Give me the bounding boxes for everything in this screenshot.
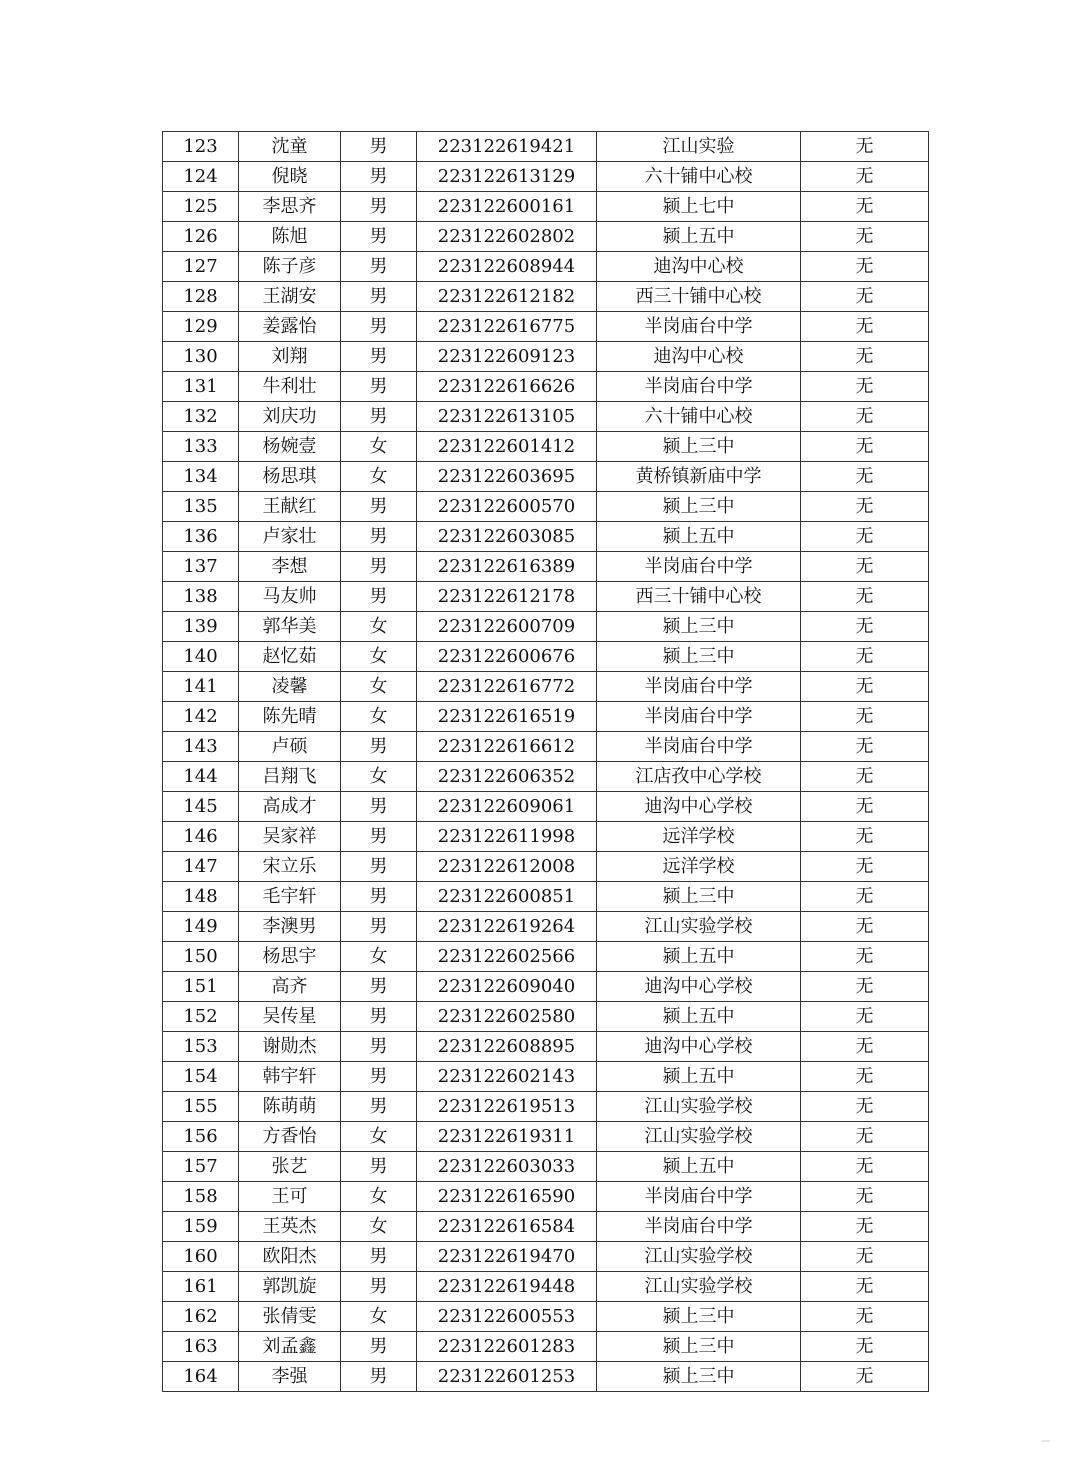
school-name: 颍上五中 — [597, 942, 801, 972]
student-name: 谢勋杰 — [239, 1032, 341, 1062]
school-name: 远洋学校 — [597, 852, 801, 882]
row-number: 150 — [163, 942, 239, 972]
row-number: 141 — [163, 672, 239, 702]
row-number: 151 — [163, 972, 239, 1002]
student-name: 刘庆功 — [239, 402, 341, 432]
school-name: 西三十铺中心校 — [597, 282, 801, 312]
exam-number: 223122619470 — [417, 1242, 597, 1272]
row-number: 135 — [163, 492, 239, 522]
school-name: 迪沟中心学校 — [597, 972, 801, 1002]
row-number: 136 — [163, 522, 239, 552]
row-number: 124 — [163, 162, 239, 192]
school-name: 颍上三中 — [597, 432, 801, 462]
student-name: 卢家壮 — [239, 522, 341, 552]
row-number: 123 — [163, 132, 239, 162]
student-name: 王英杰 — [239, 1212, 341, 1242]
school-name: 江山实验学校 — [597, 1122, 801, 1152]
student-gender: 女 — [341, 432, 417, 462]
school-name: 半岗庙台中学 — [597, 1212, 801, 1242]
table-row — [163, 582, 929, 612]
exam-number: 223122600161 — [417, 192, 597, 222]
student-gender: 女 — [341, 462, 417, 492]
row-number: 132 — [163, 402, 239, 432]
table-row — [163, 672, 929, 702]
table-row — [163, 1332, 929, 1362]
table-row — [163, 882, 929, 912]
remark: 无 — [801, 342, 929, 372]
exam-number: 223122600709 — [417, 612, 597, 642]
student-name: 欧阳杰 — [239, 1242, 341, 1272]
table-row — [163, 972, 929, 1002]
exam-number: 223122616519 — [417, 702, 597, 732]
school-name: 黄桥镇新庙中学 — [597, 462, 801, 492]
table-row — [163, 522, 929, 552]
remark: 无 — [801, 1122, 929, 1152]
student-name: 沈童 — [239, 132, 341, 162]
table-row — [163, 1092, 929, 1122]
student-gender: 男 — [341, 972, 417, 1002]
exam-number: 223122616772 — [417, 672, 597, 702]
student-gender: 女 — [341, 672, 417, 702]
row-number: 160 — [163, 1242, 239, 1272]
remark: 无 — [801, 1302, 929, 1332]
remark: 无 — [801, 852, 929, 882]
student-name: 赵忆茹 — [239, 642, 341, 672]
student-gender: 女 — [341, 702, 417, 732]
exam-number: 223122602802 — [417, 222, 597, 252]
school-name: 颍上五中 — [597, 522, 801, 552]
student-gender: 男 — [341, 1152, 417, 1182]
remark: 无 — [801, 1152, 929, 1182]
student-name: 卢硕 — [239, 732, 341, 762]
student-gender: 男 — [341, 582, 417, 612]
student-gender: 男 — [341, 252, 417, 282]
student-gender: 男 — [341, 312, 417, 342]
student-name: 李强 — [239, 1362, 341, 1392]
row-number: 131 — [163, 372, 239, 402]
table-row — [163, 282, 929, 312]
remark: 无 — [801, 132, 929, 162]
student-name: 刘翔 — [239, 342, 341, 372]
student-name: 牛利壮 — [239, 372, 341, 402]
student-gender: 女 — [341, 1212, 417, 1242]
remark: 无 — [801, 1212, 929, 1242]
school-name: 迪沟中心学校 — [597, 1032, 801, 1062]
school-name: 颍上三中 — [597, 1362, 801, 1392]
remark: 无 — [801, 1092, 929, 1122]
student-gender: 男 — [341, 1362, 417, 1392]
school-name: 江山实验学校 — [597, 912, 801, 942]
exam-number: 223122603695 — [417, 462, 597, 492]
table-row — [163, 1002, 929, 1032]
student-name: 杨婉壹 — [239, 432, 341, 462]
exam-number: 223122600553 — [417, 1302, 597, 1332]
remark: 无 — [801, 402, 929, 432]
row-number: 154 — [163, 1062, 239, 1092]
table-row — [163, 372, 929, 402]
remark: 无 — [801, 972, 929, 1002]
remark: 无 — [801, 582, 929, 612]
remark: 无 — [801, 282, 929, 312]
student-gender: 男 — [341, 852, 417, 882]
student-name: 高成才 — [239, 792, 341, 822]
table-row — [163, 642, 929, 672]
exam-number: 223122613105 — [417, 402, 597, 432]
row-number: 161 — [163, 1272, 239, 1302]
exam-number: 223122612008 — [417, 852, 597, 882]
row-number: 129 — [163, 312, 239, 342]
exam-number: 223122603033 — [417, 1152, 597, 1182]
school-name: 半岗庙台中学 — [597, 312, 801, 342]
exam-number: 223122606352 — [417, 762, 597, 792]
row-number: 126 — [163, 222, 239, 252]
exam-number: 223122608895 — [417, 1032, 597, 1062]
roster-body — [163, 132, 929, 1392]
student-gender: 男 — [341, 1032, 417, 1062]
table-row — [163, 492, 929, 522]
student-name: 杨思宇 — [239, 942, 341, 972]
student-gender: 男 — [341, 492, 417, 522]
student-gender: 男 — [341, 162, 417, 192]
exam-number: 223122619264 — [417, 912, 597, 942]
row-number: 149 — [163, 912, 239, 942]
table-row — [163, 792, 929, 822]
table-row — [163, 1362, 929, 1392]
student-name: 陈子彦 — [239, 252, 341, 282]
exam-number: 223122612182 — [417, 282, 597, 312]
school-name: 六十铺中心校 — [597, 162, 801, 192]
exam-number: 223122600851 — [417, 882, 597, 912]
exam-number: 223122600570 — [417, 492, 597, 522]
remark: 无 — [801, 702, 929, 732]
table-row — [163, 1272, 929, 1302]
school-name: 半岗庙台中学 — [597, 732, 801, 762]
school-name: 颍上三中 — [597, 612, 801, 642]
school-name: 颍上五中 — [597, 1152, 801, 1182]
remark: 无 — [801, 882, 929, 912]
school-name: 半岗庙台中学 — [597, 702, 801, 732]
school-name: 颍上三中 — [597, 882, 801, 912]
student-name: 陈先晴 — [239, 702, 341, 732]
remark: 无 — [801, 1062, 929, 1092]
row-number: 162 — [163, 1302, 239, 1332]
student-name: 王可 — [239, 1182, 341, 1212]
remark: 无 — [801, 222, 929, 252]
school-name: 半岗庙台中学 — [597, 372, 801, 402]
row-number: 137 — [163, 552, 239, 582]
row-number: 142 — [163, 702, 239, 732]
student-gender: 女 — [341, 1302, 417, 1332]
exam-number: 223122616584 — [417, 1212, 597, 1242]
exam-number: 223122619448 — [417, 1272, 597, 1302]
school-name: 半岗庙台中学 — [597, 672, 801, 702]
student-name: 吕翔飞 — [239, 762, 341, 792]
table-row — [163, 402, 929, 432]
exam-number: 223122616389 — [417, 552, 597, 582]
table-row — [163, 192, 929, 222]
exam-number: 223122613129 — [417, 162, 597, 192]
remark: 无 — [801, 642, 929, 672]
student-gender: 女 — [341, 642, 417, 672]
student-gender: 女 — [341, 1182, 417, 1212]
table-row — [163, 1152, 929, 1182]
school-name: 颍上五中 — [597, 1062, 801, 1092]
school-name: 江山实验学校 — [597, 1092, 801, 1122]
remark: 无 — [801, 1332, 929, 1362]
student-name: 吴家祥 — [239, 822, 341, 852]
school-name: 颍上三中 — [597, 492, 801, 522]
exam-number: 223122616626 — [417, 372, 597, 402]
student-roster-table — [162, 131, 929, 1392]
remark: 无 — [801, 792, 929, 822]
exam-number: 223122619311 — [417, 1122, 597, 1152]
remark: 无 — [801, 1032, 929, 1062]
table-row — [163, 1302, 929, 1332]
row-number: 134 — [163, 462, 239, 492]
student-name: 郭华美 — [239, 612, 341, 642]
student-gender: 女 — [341, 612, 417, 642]
exam-number: 223122601253 — [417, 1362, 597, 1392]
student-name: 杨思琪 — [239, 462, 341, 492]
student-name: 李想 — [239, 552, 341, 582]
remark: 无 — [801, 492, 929, 522]
student-gender: 男 — [341, 792, 417, 822]
table-row — [163, 762, 929, 792]
table-row — [163, 912, 929, 942]
exam-number: 223122611998 — [417, 822, 597, 852]
student-name: 李思齐 — [239, 192, 341, 222]
remark: 无 — [801, 822, 929, 852]
school-name: 颍上三中 — [597, 1302, 801, 1332]
corner-mark — [1042, 1440, 1050, 1442]
student-name: 吴传星 — [239, 1002, 341, 1032]
row-number: 148 — [163, 882, 239, 912]
row-number: 163 — [163, 1332, 239, 1362]
school-name: 迪沟中心校 — [597, 252, 801, 282]
remark: 无 — [801, 612, 929, 642]
row-number: 125 — [163, 192, 239, 222]
remark: 无 — [801, 762, 929, 792]
table-row — [163, 162, 929, 192]
remark: 无 — [801, 462, 929, 492]
remark: 无 — [801, 252, 929, 282]
school-name: 迪沟中心学校 — [597, 792, 801, 822]
row-number: 138 — [163, 582, 239, 612]
remark: 无 — [801, 1002, 929, 1032]
table-row — [163, 312, 929, 342]
table-row — [163, 462, 929, 492]
table-row — [163, 732, 929, 762]
student-name: 倪晓 — [239, 162, 341, 192]
exam-number: 223122602143 — [417, 1062, 597, 1092]
student-name: 王献红 — [239, 492, 341, 522]
exam-number: 223122609040 — [417, 972, 597, 1002]
student-name: 高齐 — [239, 972, 341, 1002]
table-row — [163, 1032, 929, 1062]
school-name: 颍上三中 — [597, 1332, 801, 1362]
row-number: 153 — [163, 1032, 239, 1062]
table-row — [163, 702, 929, 732]
table-row — [163, 1062, 929, 1092]
remark: 无 — [801, 522, 929, 552]
student-name: 韩宇轩 — [239, 1062, 341, 1092]
student-gender: 男 — [341, 1002, 417, 1032]
exam-number: 223122609123 — [417, 342, 597, 372]
remark: 无 — [801, 162, 929, 192]
remark: 无 — [801, 312, 929, 342]
row-number: 152 — [163, 1002, 239, 1032]
exam-number: 223122609061 — [417, 792, 597, 822]
school-name: 颍上七中 — [597, 192, 801, 222]
school-name: 江山实验 — [597, 132, 801, 162]
table-row — [163, 132, 929, 162]
student-gender: 女 — [341, 1122, 417, 1152]
student-gender: 男 — [341, 222, 417, 252]
row-number: 146 — [163, 822, 239, 852]
table-row — [163, 222, 929, 252]
remark: 无 — [801, 432, 929, 462]
remark: 无 — [801, 1272, 929, 1302]
table-row — [163, 342, 929, 372]
school-name: 西三十铺中心校 — [597, 582, 801, 612]
school-name: 江山实验学校 — [597, 1272, 801, 1302]
table-row — [163, 1182, 929, 1212]
exam-number: 223122616590 — [417, 1182, 597, 1212]
student-gender: 男 — [341, 732, 417, 762]
exam-number: 223122608944 — [417, 252, 597, 282]
remark: 无 — [801, 912, 929, 942]
table-row — [163, 432, 929, 462]
row-number: 143 — [163, 732, 239, 762]
row-number: 156 — [163, 1122, 239, 1152]
school-name: 六十铺中心校 — [597, 402, 801, 432]
student-gender: 男 — [341, 1242, 417, 1272]
row-number: 133 — [163, 432, 239, 462]
student-gender: 男 — [341, 1332, 417, 1362]
student-name: 陈旭 — [239, 222, 341, 252]
school-name: 迪沟中心校 — [597, 342, 801, 372]
row-number: 159 — [163, 1212, 239, 1242]
exam-number: 223122603085 — [417, 522, 597, 552]
row-number: 139 — [163, 612, 239, 642]
table-row — [163, 852, 929, 882]
school-name: 江店孜中心学校 — [597, 762, 801, 792]
student-name: 李澳男 — [239, 912, 341, 942]
exam-number: 223122600676 — [417, 642, 597, 672]
school-name: 颍上三中 — [597, 642, 801, 672]
row-number: 140 — [163, 642, 239, 672]
exam-number: 223122601412 — [417, 432, 597, 462]
exam-number: 223122602566 — [417, 942, 597, 972]
student-gender: 男 — [341, 882, 417, 912]
table-row — [163, 252, 929, 282]
student-gender: 男 — [341, 552, 417, 582]
row-number: 147 — [163, 852, 239, 882]
row-number: 145 — [163, 792, 239, 822]
student-name: 凌馨 — [239, 672, 341, 702]
student-name: 毛宇轩 — [239, 882, 341, 912]
exam-number: 223122602580 — [417, 1002, 597, 1032]
table-row — [163, 612, 929, 642]
student-name: 张艺 — [239, 1152, 341, 1182]
student-gender: 男 — [341, 282, 417, 312]
row-number: 164 — [163, 1362, 239, 1392]
student-gender: 男 — [341, 1062, 417, 1092]
student-name: 马友帅 — [239, 582, 341, 612]
student-gender: 男 — [341, 1092, 417, 1122]
school-name: 颍上五中 — [597, 1002, 801, 1032]
school-name: 半岗庙台中学 — [597, 1182, 801, 1212]
exam-number: 223122616612 — [417, 732, 597, 762]
student-gender: 男 — [341, 1272, 417, 1302]
student-name: 姜露怡 — [239, 312, 341, 342]
remark: 无 — [801, 672, 929, 702]
row-number: 130 — [163, 342, 239, 372]
student-name: 陈萌萌 — [239, 1092, 341, 1122]
remark: 无 — [801, 1182, 929, 1212]
student-gender: 男 — [341, 822, 417, 852]
student-name: 刘孟鑫 — [239, 1332, 341, 1362]
school-name: 江山实验学校 — [597, 1242, 801, 1272]
exam-number: 223122601283 — [417, 1332, 597, 1362]
table-row — [163, 942, 929, 972]
remark: 无 — [801, 732, 929, 762]
school-name: 半岗庙台中学 — [597, 552, 801, 582]
table-row — [163, 1212, 929, 1242]
remark: 无 — [801, 1362, 929, 1392]
student-name: 宋立乐 — [239, 852, 341, 882]
table-row — [163, 1242, 929, 1272]
remark: 无 — [801, 372, 929, 402]
student-gender: 男 — [341, 912, 417, 942]
remark: 无 — [801, 1242, 929, 1272]
exam-number: 223122612178 — [417, 582, 597, 612]
row-number: 144 — [163, 762, 239, 792]
row-number: 157 — [163, 1152, 239, 1182]
row-number: 128 — [163, 282, 239, 312]
row-number: 155 — [163, 1092, 239, 1122]
school-name: 颍上五中 — [597, 222, 801, 252]
student-name: 王湖安 — [239, 282, 341, 312]
student-gender: 男 — [341, 342, 417, 372]
school-name: 远洋学校 — [597, 822, 801, 852]
student-name: 郭凯旋 — [239, 1272, 341, 1302]
exam-number: 223122616775 — [417, 312, 597, 342]
student-gender: 男 — [341, 192, 417, 222]
student-name: 方香怡 — [239, 1122, 341, 1152]
row-number: 158 — [163, 1182, 239, 1212]
table-row — [163, 1122, 929, 1152]
remark: 无 — [801, 942, 929, 972]
student-gender: 女 — [341, 942, 417, 972]
student-gender: 男 — [341, 522, 417, 552]
exam-number: 223122619513 — [417, 1092, 597, 1122]
row-number: 127 — [163, 252, 239, 282]
remark: 无 — [801, 552, 929, 582]
remark: 无 — [801, 192, 929, 222]
table-row — [163, 552, 929, 582]
exam-number: 223122619421 — [417, 132, 597, 162]
table-row — [163, 822, 929, 852]
student-gender: 男 — [341, 402, 417, 432]
student-gender: 女 — [341, 762, 417, 792]
student-name: 张倩雯 — [239, 1302, 341, 1332]
student-gender: 男 — [341, 372, 417, 402]
student-gender: 男 — [341, 132, 417, 162]
